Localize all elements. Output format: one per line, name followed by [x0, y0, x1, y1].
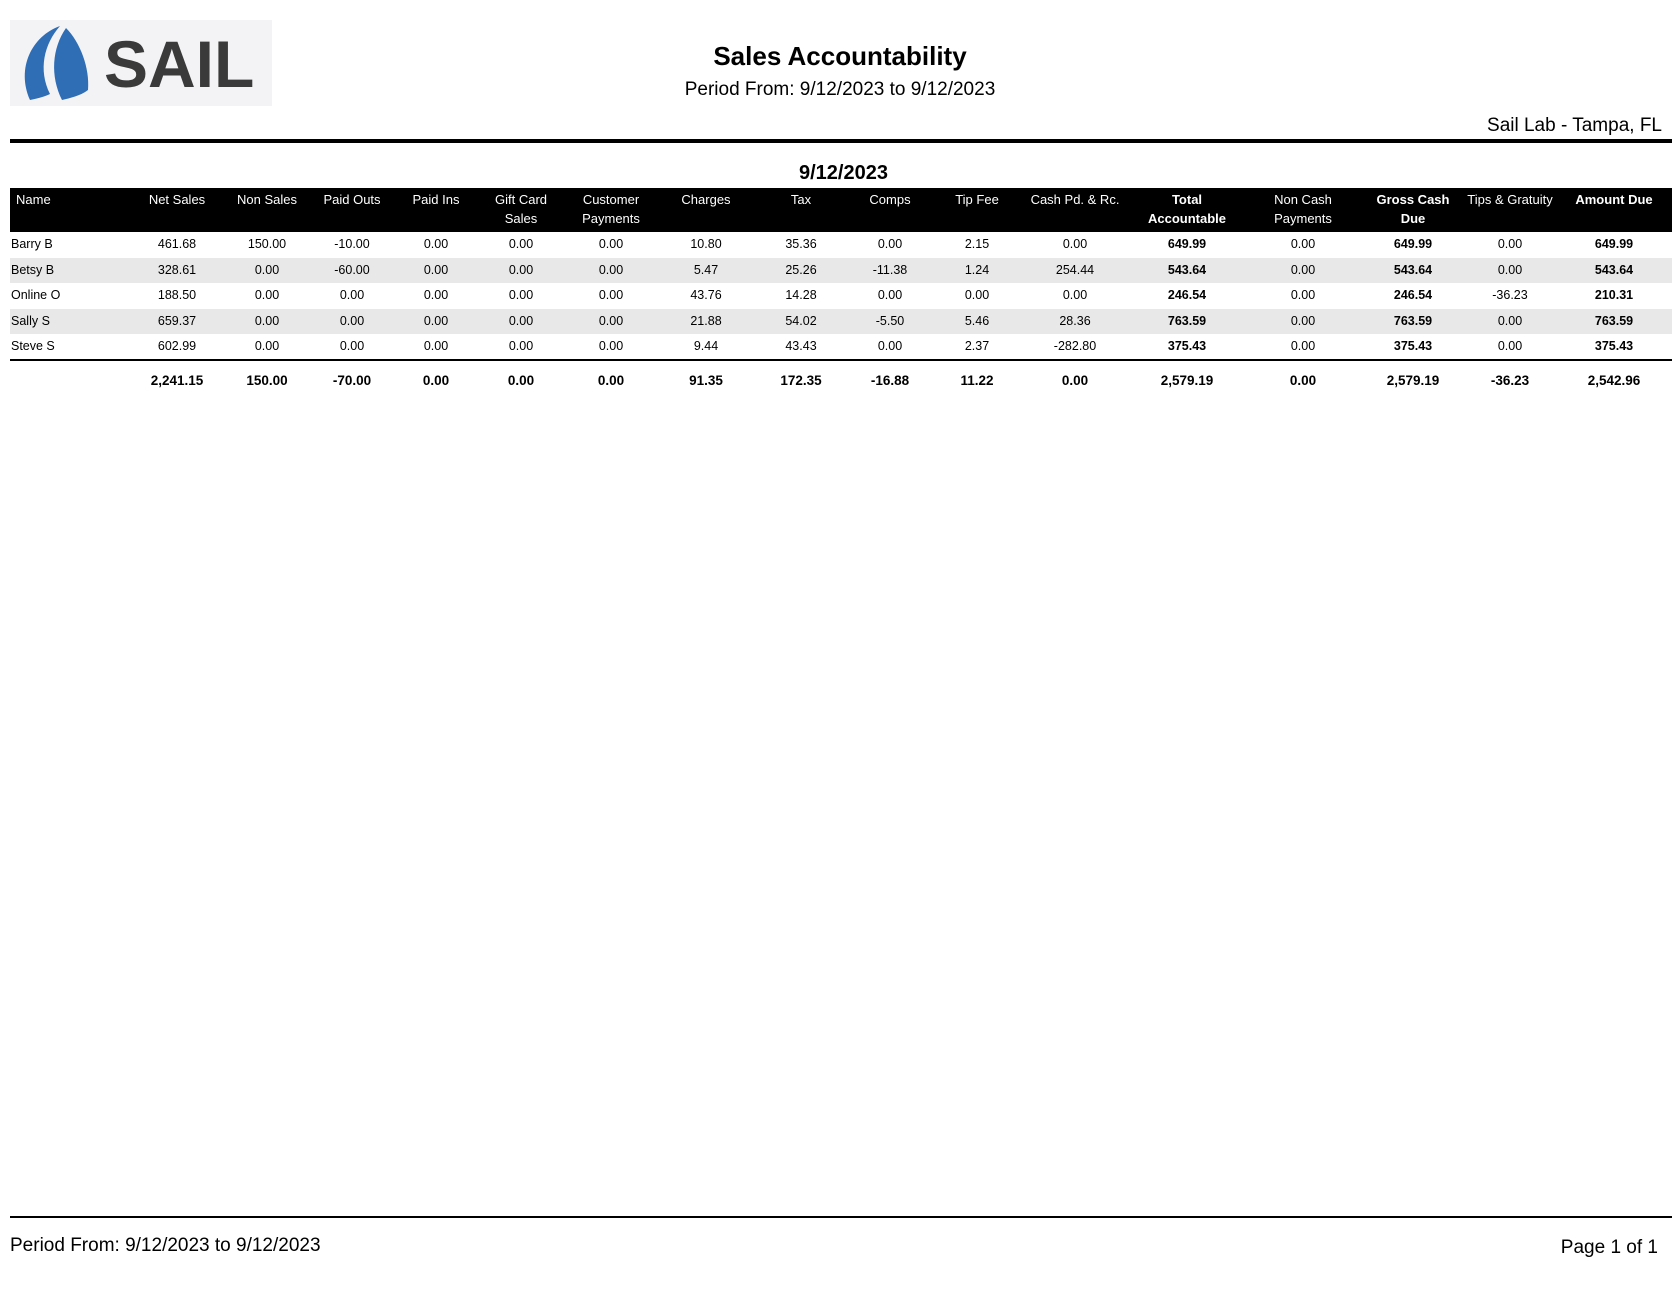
value-cell: 543.64 [1393, 262, 1433, 277]
value-cell: 150.00 [247, 237, 287, 252]
report-title: Sales Accountability [713, 41, 967, 71]
value-cell: 0.00 [598, 262, 624, 277]
value-cell: -282.80 [1020, 334, 1130, 360]
col-header: Net Sales [148, 192, 206, 207]
value-cell: 21.88 [690, 314, 722, 329]
value-cell: 35.36 [785, 237, 817, 252]
value-cell: 543.64 [1594, 262, 1634, 277]
value-cell: 0.00 [1497, 314, 1523, 329]
logo-text: SAIL [104, 27, 255, 101]
table-row [10, 232, 1672, 258]
total-cell: -70.00 [332, 373, 372, 389]
value-cell: 649.99 [1594, 237, 1634, 252]
value-cell: 0.00 [508, 237, 534, 252]
value-cell: 0.00 [1464, 334, 1556, 360]
col-header: Charges [681, 192, 731, 207]
value-cell: 188.50 [157, 288, 197, 303]
total-cell: -16.88 [870, 373, 910, 389]
col-header: Paid Ins [412, 192, 460, 207]
value-cell: -10.00 [334, 237, 370, 252]
value-cell: 375.43 [1362, 334, 1464, 360]
value-cell: 0.00 [1290, 237, 1316, 252]
total-cell: 0.00 [422, 373, 450, 389]
header-divider [10, 139, 1672, 143]
value-cell: 649.99 [1393, 237, 1433, 252]
total-cell: 2,241.15 [150, 373, 204, 389]
value-cell: 43.43 [756, 334, 846, 360]
value-cell: 0.00 [396, 334, 476, 360]
value-cell: 210.31 [1594, 288, 1634, 303]
value-cell: -5.50 [875, 314, 905, 329]
value-cell: 0.00 [1290, 262, 1316, 277]
col-header: Gift Card Sales [494, 192, 547, 226]
value-cell: -60.00 [334, 262, 370, 277]
value-cell: 543.64 [1167, 262, 1207, 277]
value-cell: 763.59 [1167, 314, 1207, 329]
value-cell: 0.00 [1290, 314, 1316, 329]
value-cell: 0.00 [308, 334, 396, 360]
value-cell: 0.00 [1497, 237, 1523, 252]
location-label: Sail Lab - Tampa, FL [1487, 115, 1662, 136]
value-cell: 0.00 [423, 262, 449, 277]
col-header: Non Sales [237, 192, 297, 207]
value-cell: 0.00 [598, 288, 624, 303]
employee-name-cell: Sally S [11, 314, 50, 329]
value-cell: 2.15 [964, 237, 990, 252]
value-cell: 0.00 [877, 237, 903, 252]
total-cell: 150.00 [246, 373, 288, 389]
value-cell: 602.99 [128, 334, 226, 360]
value-cell: 9.44 [656, 334, 756, 360]
value-cell: 10.80 [690, 237, 722, 252]
col-header: Tip Fee [955, 192, 999, 207]
value-cell: 0.00 [476, 334, 566, 360]
total-cell: 0.00 [597, 373, 625, 389]
value-cell: -11.38 [872, 262, 908, 277]
total-cell: 0.00 [1289, 373, 1317, 389]
totals-row [10, 360, 1672, 401]
value-cell: 0.00 [226, 334, 308, 360]
value-cell: 659.37 [157, 314, 197, 329]
footer-divider [10, 1216, 1672, 1218]
value-cell: 649.99 [1167, 237, 1207, 252]
table-row [10, 334, 1672, 360]
value-cell: 461.68 [157, 237, 197, 252]
employee-name-cell: Steve S [10, 334, 128, 360]
col-header: Tips & Gratuity [1467, 192, 1553, 207]
value-cell: 0.00 [508, 288, 534, 303]
report-period: Period From: 9/12/2023 to 9/12/2023 [684, 79, 996, 100]
value-cell: 0.00 [508, 262, 534, 277]
table-row [10, 309, 1672, 335]
value-cell: 0.00 [1244, 334, 1362, 360]
value-cell: 0.00 [254, 288, 280, 303]
col-header: Non Cash Payments [1274, 192, 1332, 226]
value-cell: 43.76 [690, 288, 722, 303]
total-cell: 0.00 [1061, 373, 1089, 389]
value-cell: 246.54 [1393, 288, 1433, 303]
value-cell: 0.00 [598, 237, 624, 252]
value-cell: 0.00 [877, 288, 903, 303]
page-number: Page 1 of 1 [1560, 1237, 1658, 1258]
value-cell: 5.47 [693, 262, 719, 277]
value-cell: 0.00 [566, 334, 656, 360]
sales-table-container [10, 188, 1672, 401]
col-header: Total Accountable [1147, 192, 1226, 226]
value-cell: 5.46 [964, 314, 990, 329]
value-cell: 14.28 [785, 288, 817, 303]
value-cell: 0.00 [339, 288, 365, 303]
col-header: Paid Outs [323, 192, 381, 207]
value-cell: 0.00 [1062, 237, 1088, 252]
total-cell: 91.35 [689, 373, 723, 389]
value-cell: 0.00 [254, 314, 280, 329]
total-cell: -36.23 [1490, 373, 1530, 389]
report-date: 9/12/2023 [799, 162, 888, 184]
total-cell: 172.35 [780, 373, 822, 389]
value-cell: 2.37 [934, 334, 1020, 360]
value-cell: 25.26 [785, 262, 817, 277]
value-cell: 0.00 [508, 314, 534, 329]
report-title-block [640, 38, 1040, 104]
col-header: Amount Due [1575, 192, 1653, 207]
value-cell: 0.00 [423, 288, 449, 303]
employee-name-cell: Online O [11, 288, 61, 303]
value-cell: 0.00 [423, 237, 449, 252]
col-header: Gross Cash Due [1376, 192, 1450, 226]
sales-accountability-table [10, 188, 1672, 401]
value-cell: 0.00 [1290, 288, 1316, 303]
value-cell: -36.23 [1492, 288, 1528, 303]
value-cell: 0.00 [339, 314, 365, 329]
total-cell: 0.00 [507, 373, 535, 389]
total-cell: 2,579.19 [1386, 373, 1440, 389]
col-header: Tax [790, 192, 812, 207]
value-cell: 763.59 [1393, 314, 1433, 329]
value-cell: 0.00 [846, 334, 934, 360]
value-cell: 0.00 [1062, 288, 1088, 303]
footer-period: Period From: 9/12/2023 to 9/12/2023 [10, 1235, 321, 1256]
value-cell: 375.43 [1556, 334, 1672, 360]
total-cell: 2,542.96 [1587, 373, 1641, 389]
col-header: Cash Pd. & Rc. [1030, 192, 1120, 207]
employee-name-cell: Barry B [11, 237, 53, 252]
value-cell: 54.02 [785, 314, 817, 329]
total-cell: 2,579.19 [1160, 373, 1214, 389]
value-cell: 246.54 [1167, 288, 1207, 303]
col-header: Comps [869, 192, 911, 207]
table-header-row [10, 188, 1672, 232]
value-cell: 375.43 [1130, 334, 1244, 360]
value-cell: 28.36 [1059, 314, 1091, 329]
value-cell: 0.00 [598, 314, 624, 329]
total-cell: 11.22 [960, 373, 994, 389]
value-cell: 0.00 [423, 314, 449, 329]
value-cell: 0.00 [964, 288, 990, 303]
value-cell: 254.44 [1055, 262, 1095, 277]
employee-name-cell: Betsy B [11, 262, 55, 277]
value-cell: 763.59 [1594, 314, 1634, 329]
value-cell: 1.24 [964, 262, 990, 277]
col-header: Name [16, 192, 51, 207]
value-cell: 328.61 [157, 262, 197, 277]
value-cell: 0.00 [1497, 262, 1523, 277]
table-row [10, 258, 1672, 284]
col-header: Customer Payments [582, 192, 640, 226]
sail-logo [10, 20, 272, 106]
value-cell: 0.00 [254, 262, 280, 277]
table-row [10, 283, 1672, 309]
totals-label-cell [10, 360, 128, 401]
